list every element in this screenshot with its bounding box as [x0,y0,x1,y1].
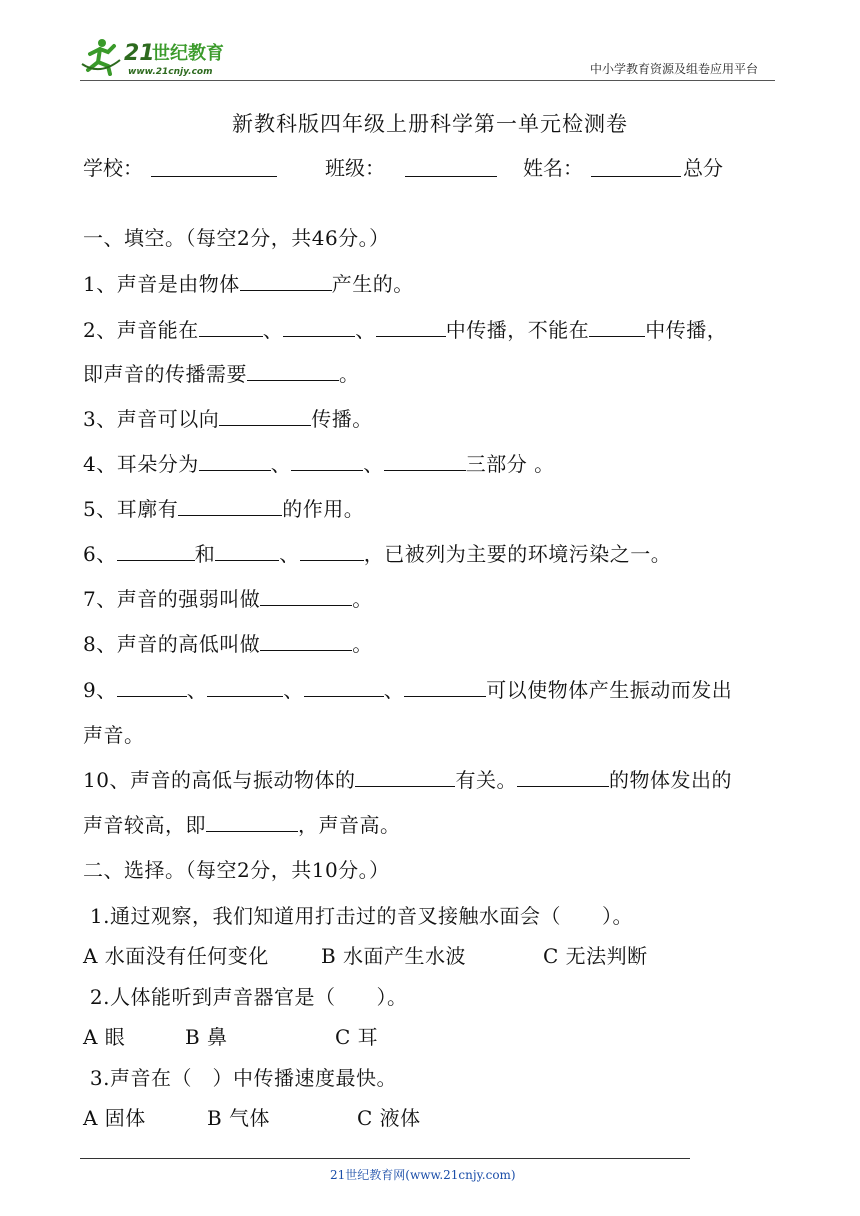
answer-blank[interactable] [260,628,352,651]
svg-text:www.21cnjy.com: www.21cnjy.com [128,67,213,77]
choice-options-1 [83,940,648,969]
class-label: 班级： [325,156,385,180]
answer-blank[interactable] [247,358,339,381]
footer-divider [80,1158,690,1159]
answer-blank[interactable] [199,448,271,471]
platform-text: 中小学教育资源及组卷应用平台 [590,62,759,76]
choice-question-3: 3.声音在（ ）中传播速度最快。 [83,1066,397,1090]
answer-blank[interactable] [199,314,263,337]
answer-blank[interactable] [589,314,645,337]
answer-blank[interactable] [300,538,364,561]
answer-blank[interactable] [384,448,466,471]
choice-options-2 [83,1021,379,1050]
question-9: 9、 、 、 、 可以使物体产生振动而发出 [83,674,732,703]
choice-question-1: 1.通过观察，我们知道用打击过的音叉接触水面会（ ）。 [83,904,633,928]
answer-blank[interactable] [117,674,187,697]
answer-blank[interactable] [117,538,195,561]
option-b[interactable]: B 气体 [207,1106,271,1130]
section2-heading: 二、选择。（每空2分，共10分。） [83,858,390,882]
runner-logo-icon [80,34,240,78]
question-8: 8、声音的高低叫做 。 [83,628,373,657]
answer-blank[interactable] [206,809,298,832]
question-9-cont: 声音。 [83,723,145,747]
svg-text:21: 21 [124,41,155,66]
question-10: 10、声音的高低与振动物体的 有关。 的物体发出的 [83,764,732,793]
footer-text[interactable]: 21世纪教育网(www.21cnjy.com) [330,1168,516,1182]
logo [80,34,240,78]
class-field[interactable] [405,154,497,177]
question-2-cont: 即声音的传播需要 。 [83,358,360,387]
page-title: 新教科版四年级上册科学第一单元检测卷 [232,112,628,136]
answer-blank[interactable] [304,674,384,697]
section1-heading: 一、填空。（每空2分，共46分。） [83,226,390,250]
question-4: 4、耳朵分为 、 、 三部分 。 [83,448,555,477]
option-a[interactable]: A 水面没有任何变化 [83,944,269,968]
question-6: 6、 和 、 ，已被列为主要的环境污染之一。 [83,538,671,567]
option-a[interactable]: A 固体 [83,1106,146,1130]
option-c[interactable]: C 液体 [357,1106,421,1130]
question-7: 7、声音的强弱叫做 。 [83,583,373,612]
option-b[interactable]: B 水面产生水波 [321,944,467,968]
answer-blank[interactable] [219,403,311,426]
option-c[interactable]: C 耳 [335,1025,379,1049]
answer-blank[interactable] [240,268,332,291]
answer-blank[interactable] [355,764,455,787]
question-2: 2、声音能在 、 、 中传播，不能在 中传播， [83,314,727,343]
student-info-row [83,152,783,182]
answer-blank[interactable] [178,493,282,516]
option-b[interactable]: B 鼻 [185,1025,228,1049]
answer-blank[interactable] [283,314,355,337]
answer-blank[interactable] [376,314,446,337]
choice-question-2: 2.人体能听到声音器官是（ ）。 [83,985,408,1009]
svg-text:世纪教育: 世纪教育 [152,43,224,64]
answer-blank[interactable] [215,538,279,561]
question-1: 1、声音是由物体 产生的。 [83,268,414,297]
option-a[interactable]: A 眼 [83,1025,126,1049]
answer-blank[interactable] [260,583,352,606]
name-label: 姓名： [523,156,583,180]
question-5: 5、耳廓有 的作用。 [83,493,364,522]
answer-blank[interactable] [207,674,283,697]
school-field[interactable] [151,154,277,177]
question-3: 3、声音可以向 传播。 [83,403,373,432]
question-10-cont: 声音较高，即 ，声音高。 [83,809,401,838]
answer-blank[interactable] [517,764,609,787]
choice-options-3 [83,1102,421,1131]
name-field[interactable] [591,154,681,177]
option-c[interactable]: C 无法判断 [543,944,648,968]
answer-blank[interactable] [291,448,363,471]
school-label: 学校： [83,156,143,180]
total-label: 总分 [683,156,723,180]
answer-blank[interactable] [404,674,486,697]
header-divider [80,80,775,81]
